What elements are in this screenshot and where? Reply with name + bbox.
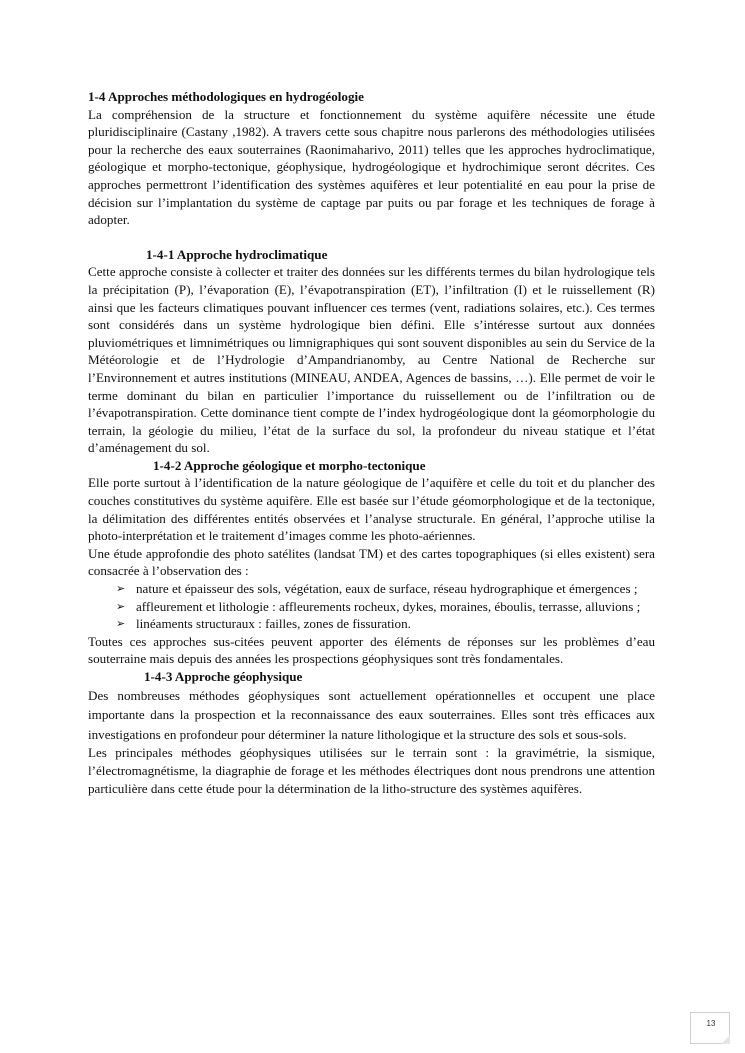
list-item: [116, 598, 655, 616]
observation-list: [88, 580, 655, 633]
geophysique-block: [88, 686, 655, 798]
arrow-bullet-icon: ➢: [116, 582, 126, 596]
page-number-box: [690, 1012, 730, 1044]
spacer: [88, 229, 655, 246]
list-item: [116, 580, 655, 598]
list-item: [116, 615, 655, 633]
geophysique-methods-paragraph: Les principales méthodes géophysiques utilisées sur le terrain sont : la gravimétrie, la sismique, l’électromagnétisme, la diagraphie de forage et les méthodes électriques dont nous prendrons une attention particulière dans cette étude pour la détermination de la litho-structure des systèmes aquifères.: [88, 745, 655, 796]
list-item-text: affleurement et lithologie : affleurements rocheux, dykes, moraines, éboulis, terrasse, alluvions ;: [136, 598, 641, 614]
geologique-paragraph: Elle porte surtout à l’identification de la nature géologique de l’aquifère et celle du toit et du plancher des couches constitutives du système aquifère. Elle est basée sur l’étude géomorphologique et de la tectonique, la délimitation des différentes entités observées et l’analyse structurale. En général, l’approche utilise la photo-interprétation et le traitement d’images comme les photo-aériennes.: [88, 475, 655, 544]
geophysique-paragraph: Des nombreuses méthodes géophysiques sont actuellement opérationnelles et occupent une place importante dans la prospection et la reconnaissance des eaux souterraines. Elles sont très efficaces aux investigations en profondeur pour déterminer la nature lithologique et la structure des sols et sous-sols.: [88, 687, 655, 742]
list-item-text: linéaments structuraux : failles, zones de fissuration.: [136, 616, 411, 632]
subsection-heading-hydroclimatique: 1-4-1 Approche hydroclimatique: [146, 246, 328, 262]
subsection-heading-geologique: 1-4-2 Approche géologique et morpho-tectonique: [153, 457, 426, 473]
list-item-text: nature et épaisseur des sols, végétation, eaux de surface, réseau hydrographique et émergences ;: [136, 581, 638, 597]
arrow-bullet-icon: ➢: [116, 617, 126, 631]
subsection-heading-geophysique: 1-4-3 Approche géophysique: [144, 669, 303, 684]
document-page: [88, 88, 655, 797]
hydroclimatique-paragraph: Cette approche consiste à collecter et traiter des données sur les différents termes du bilan hydrologique tels la précipitation (P), l’évaporation (E), l’évapotranspiration (ET), l’infiltration (I) et le ruissellement (R) ainsi que les facteurs climatiques pouvant influencer ces termes (vent, radiations solaires, etc.). Ces termes sont considérés dans un système hydrologique bien défini. Elle s’intéresse surtout aux données pluviométriques et limnimétriques ou limnigraphiques qui sont souvent disponibles au sein du Service de la Météorologie et de l’Hydrologie d’Ampandrianomby, au Centre National de Recherche sur l’Environnement et autres institutions (MINEAU, ANDEA, Agences de bassins, …). Elle permet de voir le terme dominant du bilan en particulier l’importance du ruissellement ou de l’infiltration ou de l’évapotranspiration. Cette dominance tient compte de l’index hydrogéologique dont la géomorphologie du terrain, la géologie du milieu, l’état de la surface du sol, la profondeur du niveau statique et l’état d’aménagement du sol.: [88, 264, 655, 456]
arrow-bullet-icon: ➢: [116, 599, 126, 613]
section-heading: 1-4 Approches méthodologiques en hydrogéologie: [88, 89, 364, 104]
geologique-conclusion-paragraph: Toutes ces approches sus-citées peuvent apporter des éléments de réponses sur les problèmes d’eau souterraine mais depuis des années les prospections géophysiques sont très fondamentales.: [88, 633, 655, 667]
geologique-study-paragraph: Une étude approfondie des photo satélites (landsat TM) et des cartes topographiques (si elles existent) sera consacrée à l’observation des :: [88, 545, 655, 579]
page-number: 13: [706, 1019, 716, 1028]
section-intro-paragraph: La compréhension de la structure et fonctionnement du système aquifère nécessite une étude pluridisciplinaire (Castany ,1982). A travers cette sous chapitre nous parlerons des méthodologies utilisées pour la recherche des eaux souterraines (Raonimaharivo, 2011) telles que les approches hydroclimatique, géologique et morpho-tectonique, géophysique, hydrogéologique et hydrochimique seront décrites. Ces approches permettront l’identification des systèmes aquifères et leur potentialité en eau pour la prise de décision sur l’implantation du système de captage par puits ou par forage et les techniques de forage à adopter.: [88, 106, 655, 228]
